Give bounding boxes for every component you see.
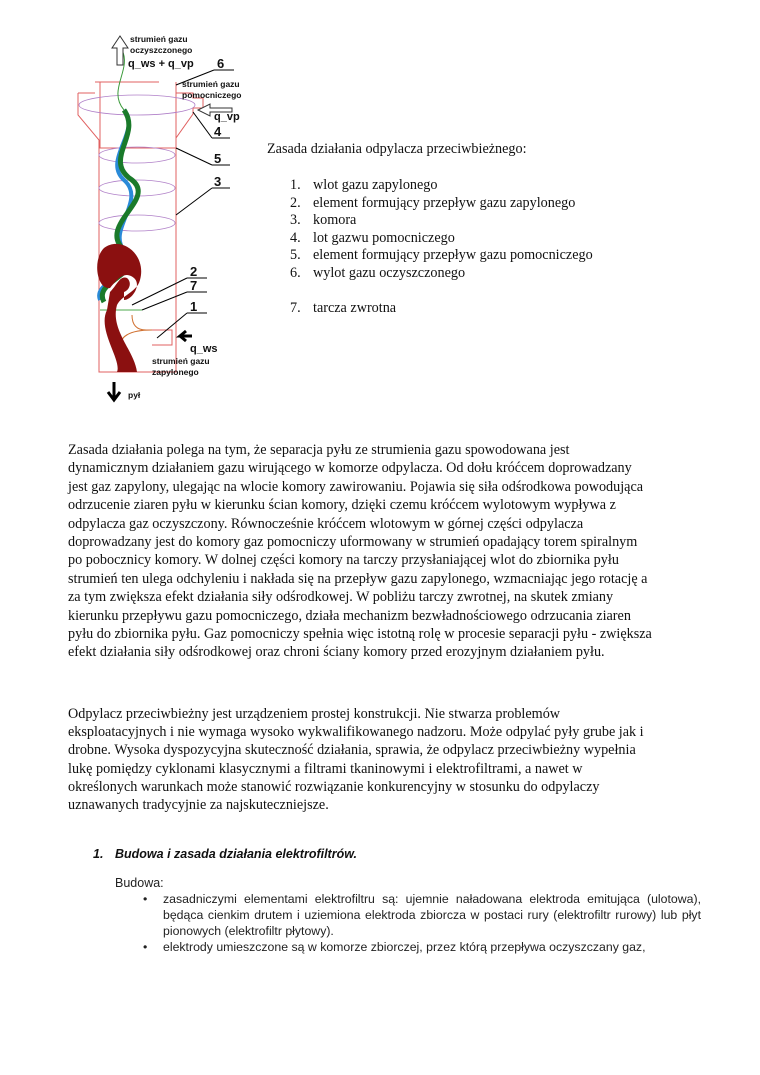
outlet-arrow-icon: [112, 36, 128, 65]
bullet-icon: •: [143, 892, 148, 906]
bullet-item: • zasadniczymi elementami elektrofiltru są: ujemnie naładowana elektroda emitująca (ulotowa), będąca cienkim drutem i uziemiona elektroda zbiorcza w postaci rury (elektrofiltr rurowy) lub płyt pionowych (elektrofiltr płytowy).: [143, 892, 701, 938]
dust-label: pył: [128, 390, 141, 400]
legend-title: Zasada działania odpylacza przeciwbieżnego:: [267, 141, 527, 157]
subheading: Budowa:: [115, 876, 164, 890]
inlet-arrow-icon: [180, 331, 192, 341]
svg-text:7: 7: [190, 278, 198, 293]
section-heading: 1. Budowa i zasada działania elektrofiltrów.: [93, 847, 357, 861]
svg-text:3: 3: [214, 174, 222, 189]
svg-text:5: 5: [214, 151, 222, 166]
svg-text:2: 2: [190, 264, 198, 279]
outlet-flow-label: q_ws + q_vp: [128, 58, 194, 70]
inlet-duct: [146, 330, 172, 345]
legend-item: 7. tarcza zwrotna: [290, 300, 397, 316]
swirl-ellipses: [79, 95, 195, 231]
svg-text:oczyszczonego: oczyszczonego: [130, 45, 193, 55]
legend-item: 1. wlot gazu zapylonego: [290, 177, 438, 193]
dust-arrow-icon: [108, 382, 120, 400]
svg-text:pomocniczego: pomocniczego: [182, 90, 242, 100]
legend-item: 6. wylot gazu oczyszczonego: [290, 264, 466, 281]
paragraph-advantages: Odpylacz przeciwbieżny jest urządzeniem prostej konstrukcji. Nie stwarza problemów eksploatacyjnych i nie wymaga wysoko wykwalifikowanego nadzoru. Może odpylać pyły grube jak i drobne. Wysoka dyspozycyjna skuteczność działania, sprawia, że odpylacz przeciwbieżny wypełnia lukę pomiędzy cyklonami klasycznymi a filtrami tkaninowymi i elektrofiltrami, a nawet w określonych warunkach może stanowić rozwiązanie konkurencyjny w stosunku do odpylaczy uznawanych tradycyjnie za najskuteczniejsze.: [68, 706, 644, 814]
bullet-item: • elektrody umieszczone są w komorze zbiorczej, przez którą przepływa oczyszczany gaz,: [143, 940, 646, 954]
bullet-icon: •: [143, 940, 148, 954]
dusty-gas-stream: [97, 244, 141, 372]
outlet-stream-label: strumień gazu: [130, 34, 188, 44]
legend-item: 5. element formujący przepływ gazu pomocniczego: [290, 247, 593, 263]
svg-text:1: 1: [190, 299, 198, 314]
counterflow-separator-diagram: [62, 30, 262, 410]
paragraph-operating-principle: Zasada działania polega na tym, że separacja pyłu ze strumienia gazu spowodowana jest dynamicznym działaniem gazu wirującego w komorze odpylacza. Od dołu króćcem doprowadzany jest gaz zapylony, ulegając na wlocie komory zawirowaniu. Pojawia się siła odśrodkowa powodująca odrzucenie ziaren pyłu w kierunku ścian komory, dzięki czemu króćcem wylotowym wypływa z odpylacza gaz oczyszczony. Równocześnie króćcem wlotowym w górnej części odpylacza doprowadzany jest do komory gaz pomocniczy uformowany w strumień opadający torem spiralnym po pobocznicy komory. W dolnej części komory na tarczy przysłaniającej wlot do zbiornika pyłu strumień ten ulega odchyleniu i nakłada się na przepływ gazu zapylonego, wzmacniając jego rotację a za tym zwiększa efekt działania siły odśrodkowej. W pobliżu tarczy zwrotnej, na skutek zmiany kierunku przepływu gazu pomocniczego, działa mechanizm bezwładnościowego odrzucania ziaren pyłu do zbiornika pyłu. Gaz pomocniczy spełnia więc istotną rolę w procesie separacji pyłu - zwiększa efekt działania siły odśrodkowej oraz chroni ściany komory przed erozyjnym działaniem pyłu.: [68, 442, 652, 661]
inlet-flow-label: q_ws: [190, 343, 218, 355]
aux-stream-label: strumień gazu: [182, 79, 240, 89]
svg-text:4: 4: [214, 124, 222, 139]
legend-item: 2. element formujący przepływ gazu zapylonego: [290, 194, 576, 211]
inlet-stream-label: strumień gazu: [152, 356, 210, 366]
aux-flow-label: q_vp: [214, 111, 240, 123]
legend-item: 3. komora: [290, 212, 357, 228]
svg-text:6: 6: [217, 56, 225, 71]
legend-item: 4. lot gazwu pomocniczego: [290, 229, 455, 246]
svg-text:zapylonego: zapylonego: [152, 367, 199, 377]
